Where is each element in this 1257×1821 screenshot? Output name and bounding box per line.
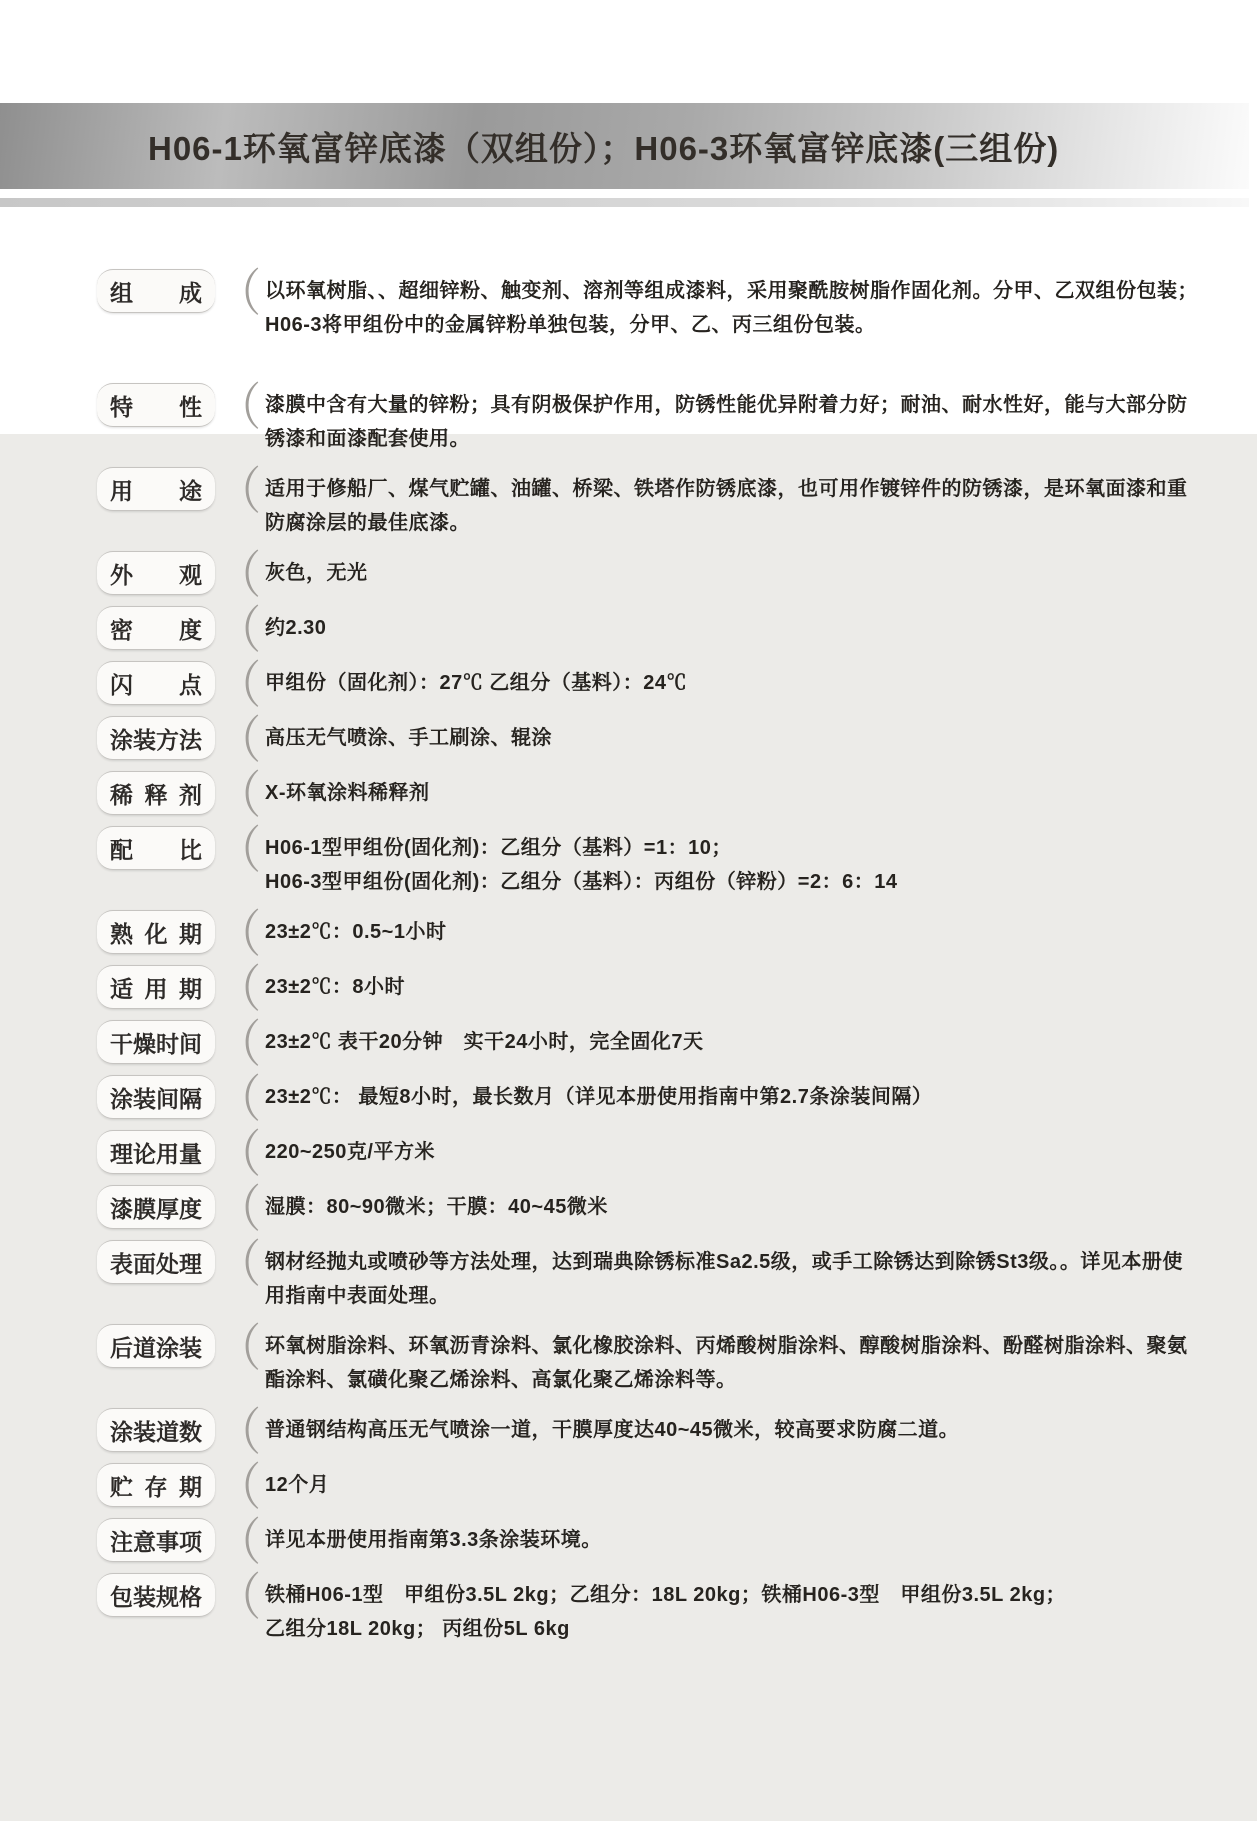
field-label-char: 点: [179, 671, 202, 698]
spec-row: [97, 1016, 1139, 1073]
field-label-char: 期: [179, 975, 202, 1002]
spec-row: [97, 463, 1188, 540]
field-label-char: 组: [110, 279, 133, 306]
field-label-char: 剂: [179, 781, 202, 808]
field-label-char: 装: [133, 1418, 156, 1445]
field-label: [97, 661, 215, 705]
spec-row: [97, 1236, 1183, 1313]
field-label: [97, 269, 215, 313]
spec-row: [97, 602, 1139, 659]
left-bracket-decoration: （: [217, 1514, 261, 1571]
field-value: [265, 551, 368, 590]
spec-row: [97, 1071, 1139, 1128]
field-label: [97, 467, 215, 511]
field-label-char: 配: [110, 836, 133, 863]
field-value-line: X-环氧涂料稀释剂: [265, 782, 430, 804]
spec-row: [97, 906, 1139, 963]
field-value: [265, 1463, 329, 1502]
spec-row: [97, 767, 1139, 824]
field-label-char: 途: [179, 477, 202, 504]
field-label-char: 涂: [110, 1418, 133, 1445]
spec-row: [97, 1514, 1139, 1571]
field-value-line: H06-3将甲组份中的金属锌粉单独包装，分甲、乙、丙三组份包装。: [265, 314, 876, 336]
field-label-char: 数: [179, 1418, 202, 1445]
field-value: [265, 1185, 608, 1224]
field-label: [97, 1408, 215, 1452]
field-value: [265, 1518, 602, 1557]
field-label-char: 燥: [133, 1030, 156, 1057]
spec-row: [97, 1181, 1139, 1238]
spec-row: [97, 265, 1198, 342]
field-label: [97, 383, 215, 427]
left-bracket-decoration: （: [217, 961, 261, 1018]
left-bracket-decoration: （: [217, 1236, 261, 1293]
field-label-char: 密: [110, 616, 133, 643]
field-value: [265, 1075, 932, 1114]
field-label-char: 道: [156, 1418, 179, 1445]
field-value-line: 铁桶H06-1型 甲组份3.5L 2kg；乙组分：18L 20kg；铁桶H06-3型 甲组份3.5L 2kg；: [265, 1584, 1067, 1606]
left-bracket-decoration: （: [217, 463, 261, 520]
datasheet-page: [0, 103, 1257, 1821]
field-label-char: 度: [179, 1195, 202, 1222]
spec-row: [97, 712, 1139, 769]
field-value: [265, 1240, 1183, 1313]
field-value-line: 普通钢结构高压无气喷涂一道，干膜厚度达40~45微米，较高要求防腐二道。: [265, 1419, 960, 1441]
field-label-char: 期: [179, 920, 202, 947]
field-label-char: 用: [110, 477, 133, 504]
field-value-line: 12个月: [265, 1474, 330, 1496]
spec-row: [97, 1320, 1188, 1397]
field-value-line: 防腐涂层的最佳底漆。: [265, 512, 470, 534]
field-value-line: 乙组分18L 20kg； 丙组份5L 6kg: [265, 1618, 570, 1640]
field-label: [97, 826, 215, 870]
left-bracket-decoration: （: [217, 822, 261, 879]
field-label-char: 格: [179, 1583, 202, 1610]
left-bracket-decoration: （: [217, 712, 261, 769]
field-label-char: 漆: [110, 1195, 133, 1222]
field-label-char: 闪: [110, 671, 133, 698]
field-label-char: 意: [133, 1528, 156, 1555]
field-value-line: 钢材经抛丸或喷砂等方法处理，达到瑞典除锈标准Sa2.5级，或手工除锈达到除锈St3级。。详见本册使: [265, 1251, 1183, 1273]
field-value: [265, 269, 1198, 342]
left-bracket-decoration: （: [217, 657, 261, 714]
field-value: [265, 965, 405, 1004]
field-value: [265, 1130, 435, 1169]
field-label-char: 事: [156, 1528, 179, 1555]
field-value-line: 23±2℃：8小时: [265, 976, 405, 998]
field-value-line: H06-3型甲组份(固化剂)：乙组分（基料）：丙组份（锌粉）=2：6：14: [265, 871, 898, 893]
field-label-char: 观: [179, 561, 202, 588]
field-label-char: 包: [110, 1583, 133, 1610]
field-value: [265, 910, 446, 949]
left-bracket-decoration: （: [217, 379, 261, 436]
field-value-line: 220~250克/平方米: [265, 1141, 435, 1163]
field-value-line: 适用于修船厂、煤气贮罐、油罐、桥梁、铁塔作防锈底漆，也可用作镀锌件的防锈漆，是环氧面漆和重: [265, 478, 1188, 500]
field-value-line: 以环氧树脂、、超细锌粉、触变剂、溶剂等组成漆料，采用聚酰胺树脂作固化剂。分甲、乙双组份包装；: [265, 280, 1198, 302]
field-label-char: 特: [110, 393, 133, 420]
field-label: [97, 965, 215, 1009]
spec-row: [97, 657, 1139, 714]
field-label-char: 释: [144, 781, 168, 808]
field-label-char: 期: [179, 1473, 202, 1500]
field-label-char: 隔: [179, 1085, 202, 1112]
field-label-char: 性: [179, 393, 202, 420]
left-bracket-decoration: （: [217, 602, 261, 659]
field-label-char: 规: [156, 1583, 179, 1610]
field-label-char: 存: [144, 1473, 168, 1500]
field-label-char: 法: [179, 726, 202, 753]
field-value-line: 23±2℃： 最短8小时，最长数月（详见本册使用指南中第2.7条涂装间隔）: [265, 1086, 933, 1108]
field-label-char: 后: [110, 1334, 133, 1361]
field-label-char: 厚: [156, 1195, 179, 1222]
field-label-char: 间: [156, 1085, 179, 1112]
field-label-char: 间: [179, 1030, 202, 1057]
field-label: [97, 1075, 215, 1119]
field-label-char: 稀: [110, 781, 133, 808]
field-label-char: 成: [179, 279, 202, 306]
field-value-line: H06-1型甲组份(固化剂)：乙组分（基料）=1：10；: [265, 837, 732, 859]
spec-row: [97, 547, 1139, 604]
field-label-char: 适: [110, 975, 133, 1002]
field-value: [265, 1408, 959, 1447]
field-value-line: 23±2℃ 表干20分钟 实干24小时，完全固化7天: [265, 1031, 704, 1053]
field-value-line: 环氧树脂涂料、环氧沥青涂料、氯化橡胶涂料、丙烯酸树脂涂料、醇酸树脂涂料、酚醛树脂涂料、聚氨: [265, 1335, 1188, 1357]
field-label-char: 时: [156, 1030, 179, 1057]
field-label-char: 度: [179, 616, 202, 643]
field-label: [97, 1573, 215, 1617]
field-label-char: 面: [133, 1250, 156, 1277]
field-label-char: 化: [144, 920, 168, 947]
left-bracket-decoration: （: [217, 767, 261, 824]
field-label-char: 装: [133, 1583, 156, 1610]
field-label-char: 量: [179, 1140, 202, 1167]
left-bracket-decoration: （: [217, 1404, 261, 1461]
field-label-char: 道: [133, 1334, 156, 1361]
field-label: [97, 1185, 215, 1229]
field-label-char: 膜: [133, 1195, 156, 1222]
field-label-char: 外: [110, 561, 133, 588]
field-value-line: 用指南中表面处理。: [265, 1285, 450, 1307]
field-label: [97, 1240, 215, 1284]
field-label: [97, 1324, 215, 1368]
spec-rows: [0, 207, 1257, 1646]
field-value-line: 酯涂料、氯磺化聚乙烯涂料、高氯化聚乙烯涂料等。: [265, 1369, 737, 1391]
field-label-char: 用: [156, 1140, 179, 1167]
left-bracket-decoration: （: [217, 1071, 261, 1128]
field-label-char: 理: [179, 1250, 202, 1277]
left-bracket-decoration: （: [217, 1459, 261, 1516]
field-label: [97, 771, 215, 815]
left-bracket-decoration: （: [217, 1320, 261, 1377]
field-value-line: 漆膜中含有大量的锌粉；具有阴极保护作用，防锈性能优异附着力好；耐油、耐水性好，能与大部分防: [265, 394, 1188, 416]
field-label-char: 干: [110, 1030, 133, 1057]
left-bracket-decoration: （: [217, 906, 261, 963]
field-label-char: 装: [133, 1085, 156, 1112]
title-bar: [0, 103, 1249, 189]
field-value: [265, 1020, 704, 1059]
field-label-char: 装: [179, 1334, 202, 1361]
field-value-line: 详见本册使用指南第3.3条涂装环境。: [265, 1529, 602, 1551]
field-value-line: 约2.30: [265, 617, 327, 639]
field-label-char: 用: [144, 975, 168, 1002]
field-label-char: 贮: [110, 1473, 133, 1500]
field-label-char: 涂: [110, 1085, 133, 1112]
field-label-char: 涂: [110, 726, 133, 753]
header-divider-strip: [0, 198, 1249, 207]
field-value-line: 湿膜：80~90微米；干膜：40~45微米: [265, 1196, 608, 1218]
field-value: [265, 771, 430, 810]
field-label: [97, 716, 215, 760]
field-value-line: 23±2℃：0.5~1小时: [265, 921, 447, 943]
spec-row: [97, 1126, 1139, 1183]
field-label-char: 表: [110, 1250, 133, 1277]
field-label-char: 理: [110, 1140, 133, 1167]
spec-row: [97, 961, 1139, 1018]
field-value: [265, 661, 687, 700]
spec-row: [97, 1569, 1139, 1646]
field-label: [97, 1130, 215, 1174]
field-label-char: 装: [133, 726, 156, 753]
field-label-char: 项: [179, 1528, 202, 1555]
left-bracket-decoration: （: [217, 1569, 261, 1626]
field-value: [265, 606, 326, 645]
left-bracket-decoration: （: [217, 1126, 261, 1183]
field-label: [97, 1463, 215, 1507]
field-label-char: 方: [156, 726, 179, 753]
field-label-char: 注: [110, 1528, 133, 1555]
field-label-char: 比: [179, 836, 202, 863]
field-value: [265, 716, 552, 755]
spec-row: [97, 379, 1188, 456]
field-label: [97, 1020, 215, 1064]
spec-row: [97, 1404, 1139, 1461]
field-value-line: 灰色，无光: [265, 562, 368, 584]
field-value-line: 锈漆和面漆配套使用。: [265, 428, 470, 450]
field-value-line: 高压无气喷涂、手工刷涂、辊涂: [265, 727, 552, 749]
field-label: [97, 551, 215, 595]
field-label-char: 涂: [156, 1334, 179, 1361]
field-value: [265, 467, 1188, 540]
spec-row: [97, 822, 1139, 899]
field-value: [265, 826, 897, 899]
field-label-char: 熟: [110, 920, 133, 947]
left-bracket-decoration: （: [217, 1181, 261, 1238]
field-label: [97, 1518, 215, 1562]
field-value: [265, 1573, 1066, 1646]
field-value-line: 甲组份（固化剂）：27℃ 乙组分（基料）：24℃: [265, 672, 688, 694]
field-value: [265, 1324, 1188, 1397]
field-label: [97, 910, 215, 954]
field-label-char: 论: [133, 1140, 156, 1167]
spec-row: [97, 1459, 1139, 1516]
left-bracket-decoration: （: [217, 1016, 261, 1073]
field-label: [97, 606, 215, 650]
field-value: [265, 383, 1188, 456]
field-label-char: 处: [156, 1250, 179, 1277]
left-bracket-decoration: （: [217, 547, 261, 604]
left-bracket-decoration: （: [217, 265, 261, 322]
page-title: H06-1环氧富锌底漆（双组份）；H06-3环氧富锌底漆(三组份): [148, 129, 1060, 167]
